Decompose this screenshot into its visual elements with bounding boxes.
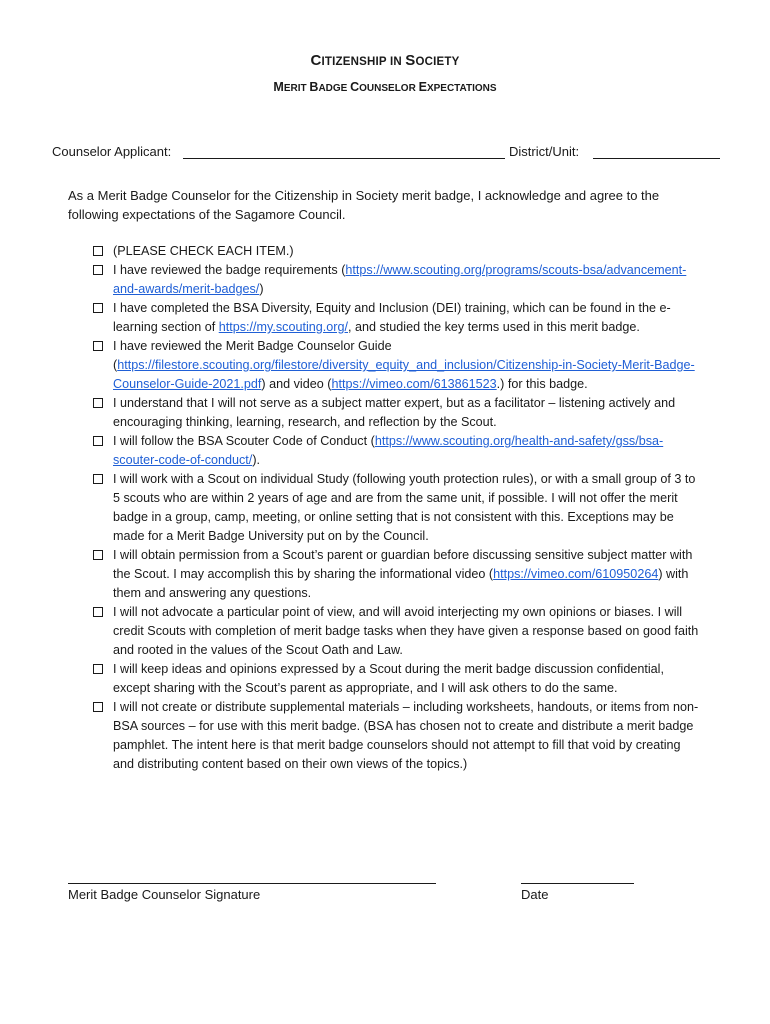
item-text: , and studied the key terms used in this merit badge.: [347, 320, 640, 334]
item-text: I have reviewed the badge requirements (: [113, 263, 346, 277]
item-text: ) with them and answering any questions.: [113, 567, 689, 600]
applicant-input-line[interactable]: [183, 158, 505, 159]
item-text: .) for this badge.: [496, 377, 588, 391]
item-link[interactable]: https://vimeo.com/613861523: [331, 377, 497, 391]
title-text-part: OCIETY: [415, 56, 460, 68]
date-label: Date: [521, 887, 549, 902]
checkbox[interactable]: [93, 550, 103, 560]
item-text: I will not advocate a particular point of view, and will avoid interjecting my own opinions or biases. I will credit Scouts with completion of merit badge tasks when they have given a response based on good faith and rooted in the values of the Scout Oath and Law.: [113, 605, 699, 657]
document-title: [0, 52, 770, 69]
item-link[interactable]: https://www.scouting.org/health-and-safety/gss/bsa-scouter-code-of-conduct/: [113, 434, 664, 467]
item-text: ): [259, 282, 264, 296]
checklist-item: [90, 470, 702, 546]
date-line[interactable]: [521, 883, 634, 884]
checklist-item: [90, 432, 702, 470]
title-text-part: S: [405, 52, 416, 69]
checklist-item: [90, 261, 702, 299]
intro-paragraph: As a Merit Badge Counselor for the Citizenship in Society merit badge, I acknowledge and agree to the following expectations of the Sagamore Council.: [68, 188, 660, 222]
item-text: I have completed the BSA Diversity, Equity and Inclusion (DEI) training, which can be found in the e-learning section of: [113, 301, 671, 334]
signature-label: Merit Badge Counselor Signature: [68, 887, 261, 902]
checkbox[interactable]: [93, 702, 103, 712]
checkbox[interactable]: [93, 341, 103, 351]
checklist-item: [90, 394, 702, 432]
checklist-item: [90, 698, 702, 774]
item-text: (PLEASE CHECK EACH ITEM.): [113, 244, 294, 258]
item-text: I will obtain permission from a Scout’s parent or guardian before discussing sensitive subject matter with the Scout. I may accomplish this by sharing the informational video (: [113, 548, 693, 581]
item-text: ).: [252, 453, 261, 467]
checklist-item: [90, 546, 702, 603]
document-subtitle: [0, 80, 770, 94]
checkbox[interactable]: [93, 664, 103, 674]
item-text: I have reviewed the Merit Badge Counselor Guide (: [113, 339, 392, 372]
title-text-part: ADGE: [318, 83, 351, 94]
district-input-line[interactable]: [593, 158, 720, 159]
applicant-label: Counselor Applicant:: [52, 144, 172, 159]
title-text-part: C: [310, 52, 322, 69]
checklist-item: [90, 603, 702, 660]
checklist-item: [90, 299, 702, 337]
applicant-row: [52, 144, 720, 162]
title-text-part: C: [350, 80, 360, 94]
item-link[interactable]: https://vimeo.com/610950264: [493, 567, 659, 581]
item-link[interactable]: https://my.scouting.org/: [218, 320, 348, 334]
title-text-part: ITIZENSHIP IN: [321, 56, 406, 68]
checkbox[interactable]: [93, 436, 103, 446]
checkbox[interactable]: [93, 607, 103, 617]
item-text: I will work with a Scout on individual Study (following youth protection rules), or with a small group of 3 to 5 scouts who are within 2 years of age and are from the same unit, if possible. I will not offer the merit badge in a group, camp, meeting, or online setting that is not consistent with this. Exceptions may be made for a Merit Badge University put on by the Council.: [113, 472, 696, 543]
title-text-part: XPECTATIONS: [426, 83, 497, 94]
checklist-item: [90, 242, 702, 261]
checkbox[interactable]: [93, 265, 103, 275]
item-link[interactable]: https://www.scouting.org/programs/scouts-bsa/advancement-and-awards/merit-badges/: [113, 263, 687, 296]
signature-line[interactable]: [68, 883, 436, 884]
item-text: I will follow the BSA Scouter Code of Conduct (: [113, 434, 375, 448]
item-text: ) and video (: [261, 377, 332, 391]
checkbox[interactable]: [93, 246, 103, 256]
checklist-item: [90, 660, 702, 698]
item-text: I understand that I will not serve as a subject matter expert, but as a facilitator – listening actively and encouraging thinking, learning, research, and reflection by the Scout.: [113, 396, 676, 429]
title-text-part: B: [309, 80, 319, 94]
checkbox[interactable]: [93, 398, 103, 408]
title-text-part: ERIT: [283, 83, 310, 94]
item-text: I will keep ideas and opinions expressed by a Scout during the merit badge discussion confidential, except sharing with the Scout’s parent as appropriate, and I will ask others to do the same.: [113, 662, 664, 695]
item-text: I will not create or distribute supplemental materials – including worksheets, handouts, or items from non-BSA sources – for use with this merit badge. (BSA has chosen not to create and distribute a merit badge pamphlet. The intent here is that merit badge counselors should not attempt to fill that void by creating and distributing content based on their own views of the topics.): [113, 700, 699, 771]
checklist: [90, 242, 702, 774]
checkbox[interactable]: [93, 303, 103, 313]
item-link[interactable]: https://filestore.scouting.org/filestore/diversity_equity_and_inclusion/Citizenship-in-Society-Merit-Badge-Counselor-Guide-2021.pdf: [113, 358, 695, 391]
checkbox[interactable]: [93, 474, 103, 484]
checklist-item: [90, 337, 702, 394]
title-text-part: E: [418, 80, 427, 94]
district-label: District/Unit:: [509, 144, 580, 159]
title-text-part: OUNSELOR: [359, 83, 419, 94]
title-text-part: M: [273, 80, 284, 94]
